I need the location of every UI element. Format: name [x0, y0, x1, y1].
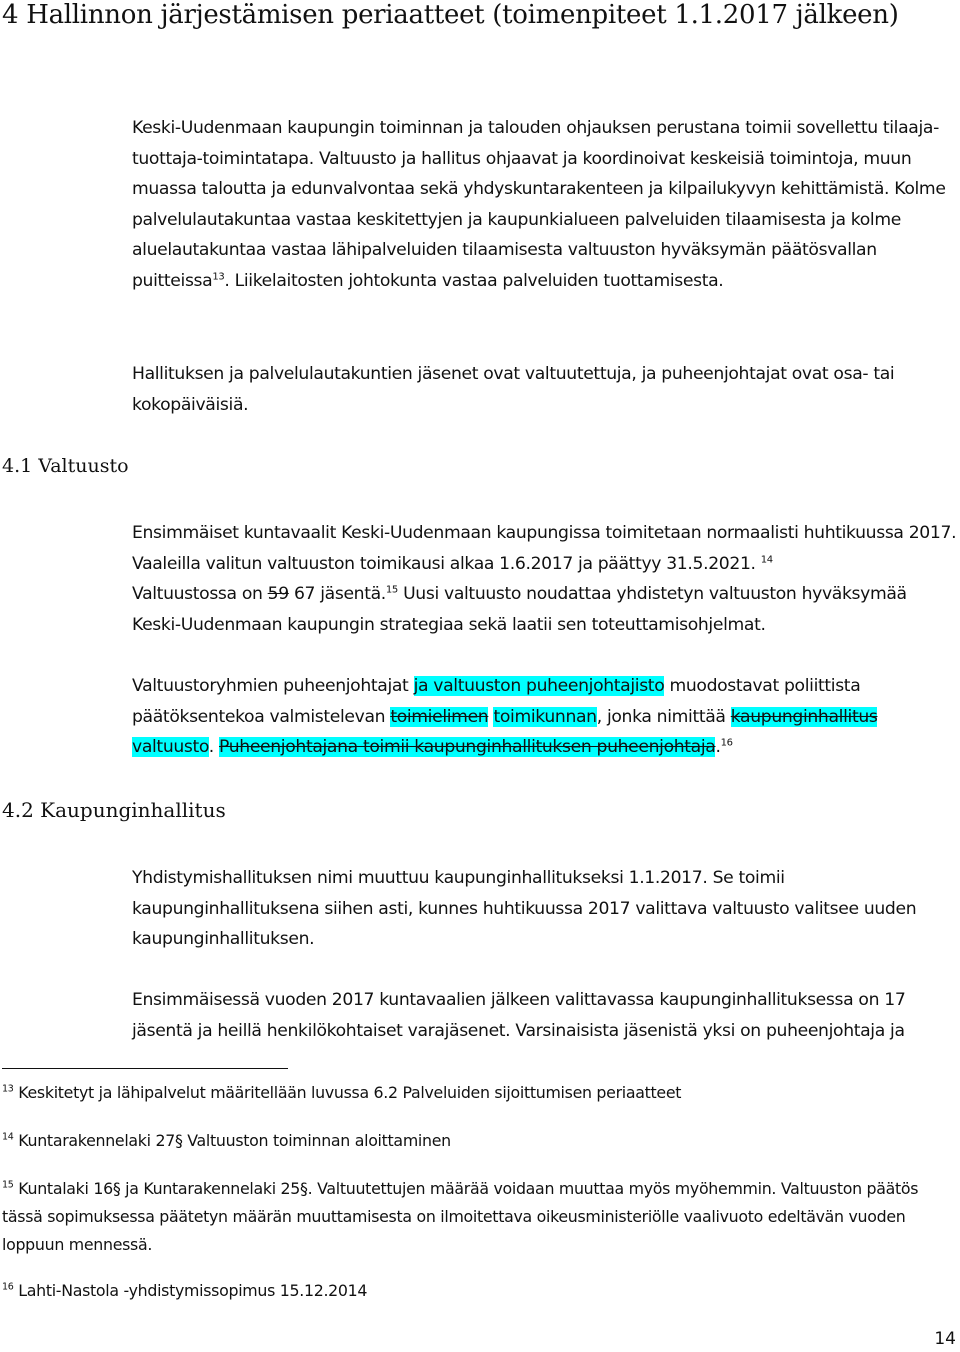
highlight-added-text-2: toimikunnan	[493, 706, 597, 727]
intro-paragraph-1	[132, 113, 958, 297]
footnote-text: Kuntalaki 16§ ja Kuntarakennelaki 25§. Valtuutettujen määrää voidaan muuttaa myös myöhemmin. Valtuuston päätös tässä sopimuksessa päätetyn määrän muuttamisesta on ilmoitettava oikeusministeriölle vaalivuoto edeltävän vuoden loppuun mennessä.	[2, 1179, 919, 1254]
footnote-ref-15[interactable]: 15	[385, 584, 398, 596]
struck-text-2: kaupunginhallitus	[730, 706, 878, 727]
footnote-text: Kuntarakennelaki 27§ Valtuuston toiminnan aloittaminen	[18, 1131, 451, 1150]
valtuusto-p2-text-5: .	[715, 737, 721, 758]
footnote-ref-14[interactable]: 14	[760, 553, 773, 565]
page-number: 14	[934, 1329, 956, 1349]
valtuusto-text-3: jäsentä.	[320, 584, 386, 605]
footnote-number: 14	[2, 1131, 14, 1143]
valtuusto-text-2: Valtuustossa on	[132, 584, 263, 605]
footnote-text: Keskitetyt ja lähipalvelut määritellään luvussa 6.2 Palveluiden sijoittumisen periaatteet	[18, 1083, 682, 1102]
valtuusto-p2-text-1: Valtuustoryhmien puheenjohtajat	[132, 676, 409, 696]
footnote-ref-16[interactable]: 16	[720, 737, 733, 749]
footnote-number: 16	[2, 1281, 14, 1293]
footnote-16	[2, 1277, 957, 1305]
hallitus-paragraph-2: Ensimmäisessä vuoden 2017 kuntavaalien jälkeen valittavassa kaupunginhallituksessa on 17 jäsentä ja heillä henkilökohtaiset varajäsenet. Varsinaisista jäsenistä yksi on puheenjohtaja ja	[132, 990, 906, 1041]
section-title-valtuusto: 4.1 Valtuusto	[2, 455, 129, 477]
highlight-added-text-3: valtuusto	[132, 737, 209, 758]
footnote-separator	[2, 1068, 288, 1069]
chapter-heading: 4 Hallinnon järjestämisen periaatteet (toimenpiteet 1.1.2017 jälkeen)	[2, 0, 899, 30]
valtuusto-paragraph-2	[132, 671, 958, 763]
footnote-14	[2, 1127, 957, 1155]
footnote-ref-13[interactable]: 13	[212, 271, 225, 283]
footnote-15	[2, 1175, 957, 1259]
footnote-number: 13	[2, 1083, 14, 1095]
valtuusto-p2-text-3: , jonka nimittää	[596, 706, 726, 727]
valtuusto-p2-text-2: muodostavat poliittista päätöksentekoa valmistelevan	[132, 676, 861, 727]
valtuusto-text-1: Ensimmäiset kuntavaalit Keski-Uudenmaan kaupungissa toimitetaan normaalisti huhtikuussa 2017. Vaaleilla valitun valtuuston toimikausi alkaa 1.6.2017 ja päättyy 31.5.2021.	[132, 523, 957, 574]
valtuusto-paragraph-1	[132, 518, 958, 640]
struck-text-3: Puheenjohtajana toimii kaupunginhallituksen puheenjohtaja	[219, 737, 716, 758]
highlight-added-text-1: ja valtuuston puheenjohtajisto	[413, 676, 665, 696]
valtuusto-p2-text-4: .	[208, 737, 214, 758]
intro-text-1: Keski-Uudenmaan kaupungin toiminnan ja talouden ohjauksen perustana toimii sovellettu tilaaja-tuottaja-toimintatapa. Valtuusto ja hallitus ohjaavat ja koordinoivat keskeisiä toimintoja, muun muassa taloutta ja edunvalvontaa sekä yhdyskuntarakenteen ja kilpailukyvyn kehittämistä. Kolme palvelulautakuntaa vastaa keskitettyjen ja kaupunkialueen palveluiden tilaamisesta ja kolme aluelautakuntaa vastaa lähipalveluiden tilaamisesta valtuuston hyväksymän päätösvallan puitteissa	[132, 118, 946, 291]
intro-text-2: . Liikelaitosten johtokunta vastaa palveluiden tuottamisesta.	[224, 270, 724, 291]
new-count: 67	[293, 584, 316, 605]
intro-paragraph-2: Hallituksen ja palvelulautakuntien jäsenet ovat valtuutettuja, ja puheenjohtajat ovat osa- tai kokopäiväisiä.	[132, 364, 895, 415]
footnote-number: 15	[2, 1179, 14, 1191]
section-title-kaupunginhallitus: 4.2 Kaupunginhallitus	[2, 798, 226, 822]
footnote-13	[2, 1079, 957, 1107]
struck-count: 59	[267, 584, 289, 605]
struck-text-1: toimielimen	[390, 706, 489, 727]
hallitus-paragraph-1: Yhdistymishallituksen nimi muuttuu kaupunginhallitukseksi 1.1.2017. Se toimii kaupunginhallituksena siihen asti, kunnes huhtikuussa 2017 valittava valtuusto valitsee uuden kaupunginhallituksen.	[132, 868, 917, 950]
valtuusto-text-4: Uusi valtuusto noudattaa yhdistetyn valtuuston hyväksymää Keski-Uudenmaan kaupungin strategiaa sekä laatii sen toteuttamisohjelmat.	[132, 584, 907, 635]
footnote-text: Lahti-Nastola -yhdistymissopimus 15.12.2014	[18, 1281, 368, 1300]
